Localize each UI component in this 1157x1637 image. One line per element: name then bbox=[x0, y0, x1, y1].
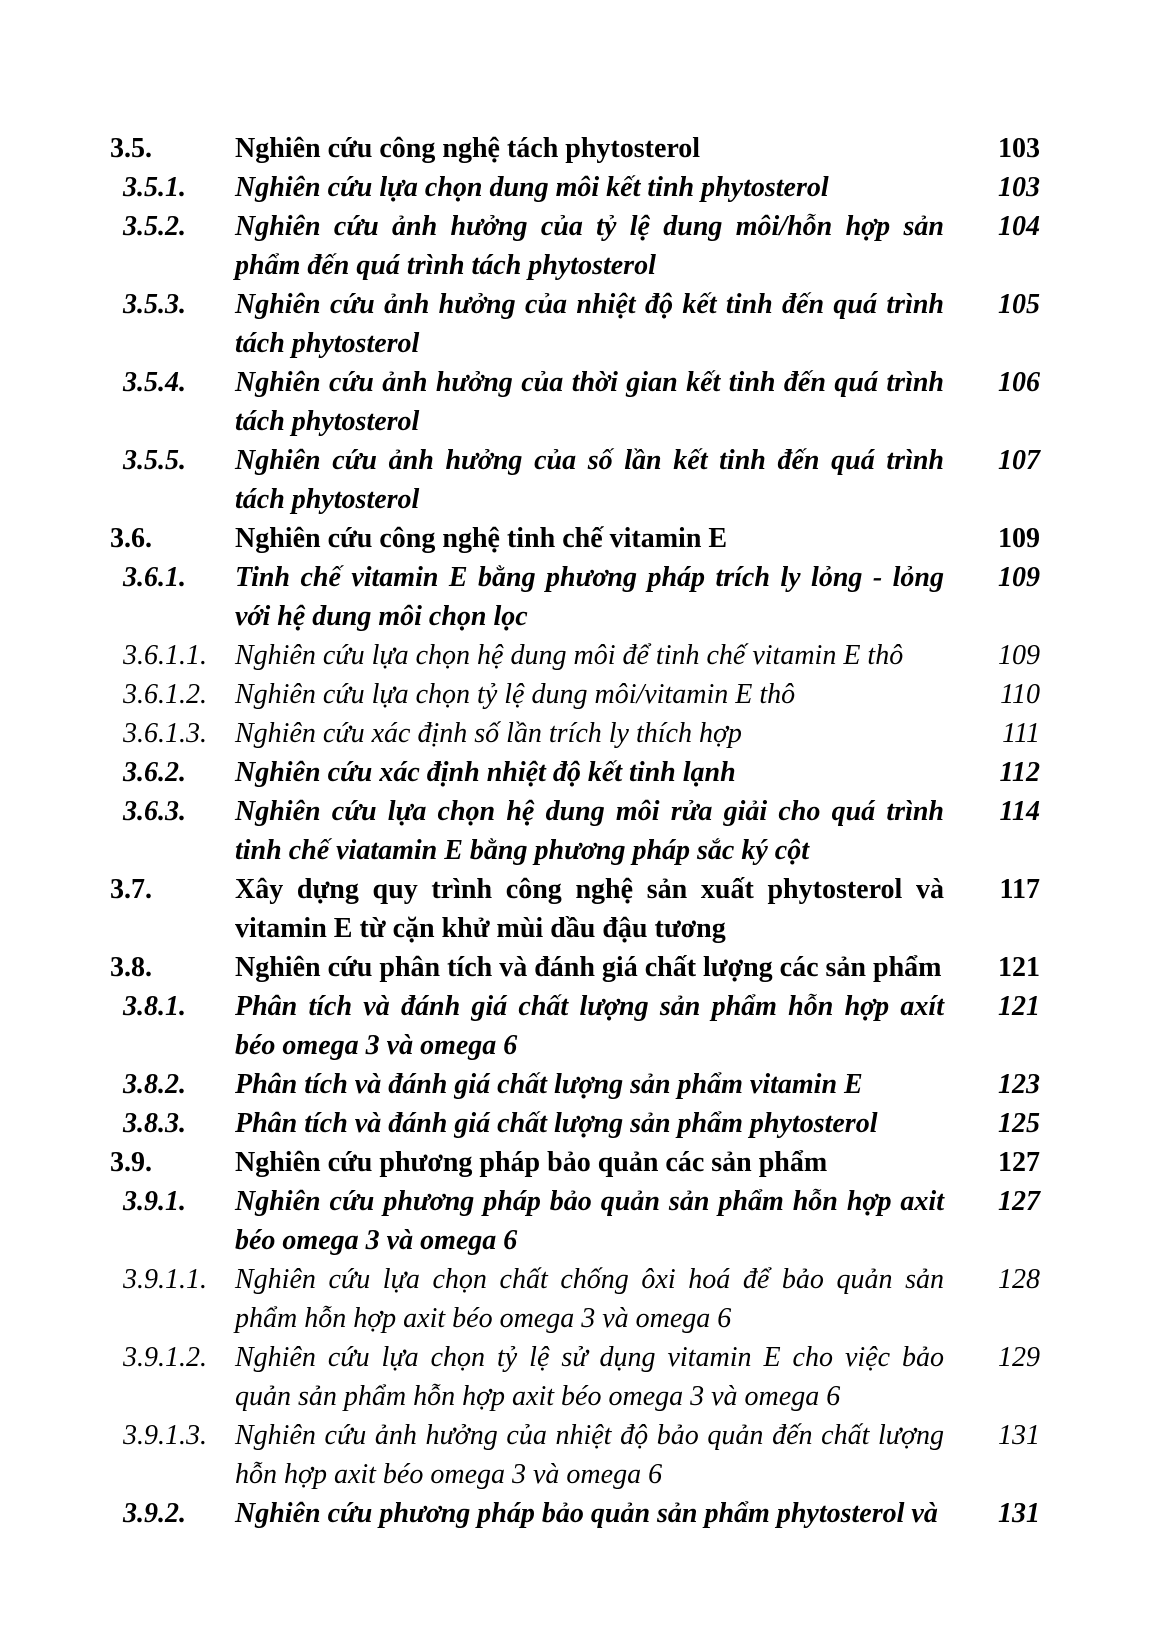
toc-entry-page-number: 131 bbox=[998, 1420, 1040, 1451]
toc-entry-number: 3.8.3. bbox=[123, 1108, 186, 1139]
toc-entry bbox=[110, 441, 1040, 519]
toc-entry-page-number: 127 bbox=[998, 1186, 1040, 1217]
toc-entry-number: 3.8.2. bbox=[123, 1069, 186, 1100]
toc-entry-number: 3.9.1.1. bbox=[123, 1264, 207, 1295]
toc-entry-number: 3.6.1.1. bbox=[123, 640, 207, 671]
toc-entry bbox=[110, 753, 1040, 792]
toc-entry-number: 3.5.4. bbox=[123, 367, 186, 398]
toc-entry-title: Nghiên cứu lựa chọn tỷ lệ sử dụng vitamin E cho việc bảo quản sản phẩm hỗn hợp axit béo omega 3 và omega 6 bbox=[235, 1342, 944, 1412]
toc-entry-page-number: 107 bbox=[998, 445, 1040, 476]
toc-entry bbox=[110, 1260, 1040, 1338]
toc-entry-page-number: 121 bbox=[998, 952, 1040, 983]
toc-entry bbox=[110, 1143, 1040, 1182]
toc-entry bbox=[110, 675, 1040, 714]
toc-entry bbox=[110, 129, 1040, 168]
toc-entry-title: Nghiên cứu lựa chọn dung môi kết tinh phytosterol bbox=[235, 172, 829, 203]
toc-entry bbox=[110, 714, 1040, 753]
toc-entry-number: 3.9.1.3. bbox=[123, 1420, 207, 1451]
toc-entry-page-number: 123 bbox=[998, 1069, 1040, 1100]
toc-entry-title: Nghiên cứu công nghệ tinh chế vitamin E bbox=[235, 523, 728, 554]
toc-entry-title: Nghiên cứu ảnh hưởng của nhiệt độ bảo quản đến chất lượng hỗn hợp axit béo omega 3 và omega 6 bbox=[235, 1420, 944, 1490]
toc-entry-page-number: 112 bbox=[999, 757, 1040, 788]
toc-entry bbox=[110, 1182, 1040, 1260]
toc-entry-number: 3.8. bbox=[110, 952, 152, 983]
toc-entry bbox=[110, 870, 1040, 948]
toc-entry-page-number: 109 bbox=[998, 640, 1040, 671]
toc-entry-page-number: 114 bbox=[999, 796, 1040, 827]
toc-entry-number: 3.6.2. bbox=[123, 757, 186, 788]
toc-entry-title: Nghiên cứu phương pháp bảo quản sản phẩm hỗn hợp axit béo omega 3 và omega 6 bbox=[235, 1186, 944, 1256]
toc-entry bbox=[110, 636, 1040, 675]
toc-entry-title: Nghiên cứu xác định nhiệt độ kết tinh lạnh bbox=[235, 757, 736, 788]
toc-entry-page-number: 111 bbox=[1002, 718, 1040, 749]
toc-entry-page-number: 129 bbox=[998, 1342, 1040, 1373]
toc-entry bbox=[110, 285, 1040, 363]
toc-entry-number: 3.7. bbox=[110, 874, 152, 905]
toc-entry-page-number: 105 bbox=[998, 289, 1040, 320]
toc-entry-page-number: 127 bbox=[998, 1147, 1040, 1178]
toc-entry-title: Phân tích và đánh giá chất lượng sản phẩm phytosterol bbox=[235, 1108, 878, 1139]
toc-entry-number: 3.9.1.2. bbox=[123, 1342, 207, 1373]
toc-entry-title: Nghiên cứu ảnh hưởng của thời gian kết tinh đến quá trình tách phytosterol bbox=[235, 367, 944, 437]
toc-entry bbox=[110, 168, 1040, 207]
toc-entry-title: Nghiên cứu lựa chọn hệ dung môi rửa giải cho quá trình tinh chế viatamin E bằng phương pháp sắc ký cột bbox=[235, 796, 944, 866]
toc-entry bbox=[110, 948, 1040, 987]
toc-entry-number: 3.9. bbox=[110, 1147, 152, 1178]
toc-entry-number: 3.9.1. bbox=[123, 1186, 186, 1217]
toc-entry-title: Nghiên cứu lựa chọn chất chống ôxi hoá để bảo quản sản phẩm hỗn hợp axit béo omega 3 và omega 6 bbox=[235, 1264, 944, 1334]
toc-entry-page-number: 131 bbox=[998, 1498, 1040, 1529]
toc-entry-page-number: 125 bbox=[998, 1108, 1040, 1139]
toc-entry-title: Phân tích và đánh giá chất lượng sản phẩm vitamin E bbox=[235, 1069, 863, 1100]
toc-entry bbox=[110, 558, 1040, 636]
toc-entry-title: Nghiên cứu phương pháp bảo quản các sản phẩm bbox=[235, 1147, 828, 1178]
toc-entry-title: Nghiên cứu ảnh hưởng của nhiệt độ kết tinh đến quá trình tách phytosterol bbox=[235, 289, 944, 359]
toc-entry-title: Nghiên cứu phương pháp bảo quản sản phẩm phytosterol và bbox=[235, 1498, 938, 1529]
toc-entry-number: 3.9.2. bbox=[123, 1498, 186, 1529]
toc-entry-number: 3.5.3. bbox=[123, 289, 186, 320]
toc-entry-number: 3.5. bbox=[110, 133, 152, 164]
toc-entry-page-number: 106 bbox=[998, 367, 1040, 398]
toc-entry-number: 3.5.1. bbox=[123, 172, 186, 203]
toc-entry-number: 3.5.5. bbox=[123, 445, 186, 476]
toc-entry-page-number: 109 bbox=[998, 523, 1040, 554]
toc-entry-page-number: 121 bbox=[998, 991, 1040, 1022]
toc-entry-number: 3.6.3. bbox=[123, 796, 186, 827]
toc-entry-number: 3.6. bbox=[110, 523, 152, 554]
toc-entry-title: Nghiên cứu ảnh hưởng của tỷ lệ dung môi/hỗn hợp sản phẩm đến quá trình tách phytosterol bbox=[235, 211, 944, 281]
toc-entry bbox=[110, 1416, 1040, 1494]
toc-entry-title: Nghiên cứu phân tích và đánh giá chất lượng các sản phẩm bbox=[235, 952, 942, 983]
toc-entry-page-number: 128 bbox=[998, 1264, 1040, 1295]
toc-entry bbox=[110, 792, 1040, 870]
toc-entry-page-number: 117 bbox=[999, 874, 1040, 905]
toc-entry bbox=[110, 363, 1040, 441]
toc-entry-number: 3.6.1. bbox=[123, 562, 186, 593]
toc-entry-title: Nghiên cứu công nghệ tách phytosterol bbox=[235, 133, 701, 164]
toc-entry-number: 3.8.1. bbox=[123, 991, 186, 1022]
toc-entry-page-number: 110 bbox=[1000, 679, 1040, 710]
toc-entry-page-number: 104 bbox=[998, 211, 1040, 242]
toc-entry-page-number: 103 bbox=[998, 172, 1040, 203]
toc-entry-title: Xây dựng quy trình công nghệ sản xuất phytosterol và vitamin E từ cặn khử mùi dầu đậu tương bbox=[235, 874, 944, 944]
toc-entry bbox=[110, 1104, 1040, 1143]
table-of-contents bbox=[110, 129, 1040, 1533]
toc-entry bbox=[110, 207, 1040, 285]
toc-entry-title: Nghiên cứu lựa chọn tỷ lệ dung môi/vitamin E thô bbox=[235, 679, 796, 710]
toc-entry bbox=[110, 1065, 1040, 1104]
toc-entry bbox=[110, 519, 1040, 558]
toc-entry-number: 3.6.1.3. bbox=[123, 718, 207, 749]
toc-entry-number: 3.6.1.2. bbox=[123, 679, 207, 710]
toc-entry-number: 3.5.2. bbox=[123, 211, 186, 242]
toc-entry bbox=[110, 987, 1040, 1065]
toc-entry-title: Tinh chế vitamin E bằng phương pháp trích ly lỏng - lỏng với hệ dung môi chọn lọc bbox=[235, 562, 944, 632]
toc-entry bbox=[110, 1338, 1040, 1416]
toc-entry-title: Nghiên cứu xác định số lần trích ly thích hợp bbox=[235, 718, 742, 749]
toc-entry-page-number: 109 bbox=[998, 562, 1040, 593]
toc-entry-title: Nghiên cứu ảnh hưởng của số lần kết tinh đến quá trình tách phytosterol bbox=[235, 445, 944, 515]
toc-entry-page-number: 103 bbox=[998, 133, 1040, 164]
toc-entry bbox=[110, 1494, 1040, 1533]
toc-entry-title: Nghiên cứu lựa chọn hệ dung môi để tinh chế vitamin E thô bbox=[235, 640, 904, 671]
toc-entry-title: Phân tích và đánh giá chất lượng sản phẩm hỗn hợp axít béo omega 3 và omega 6 bbox=[235, 991, 944, 1061]
